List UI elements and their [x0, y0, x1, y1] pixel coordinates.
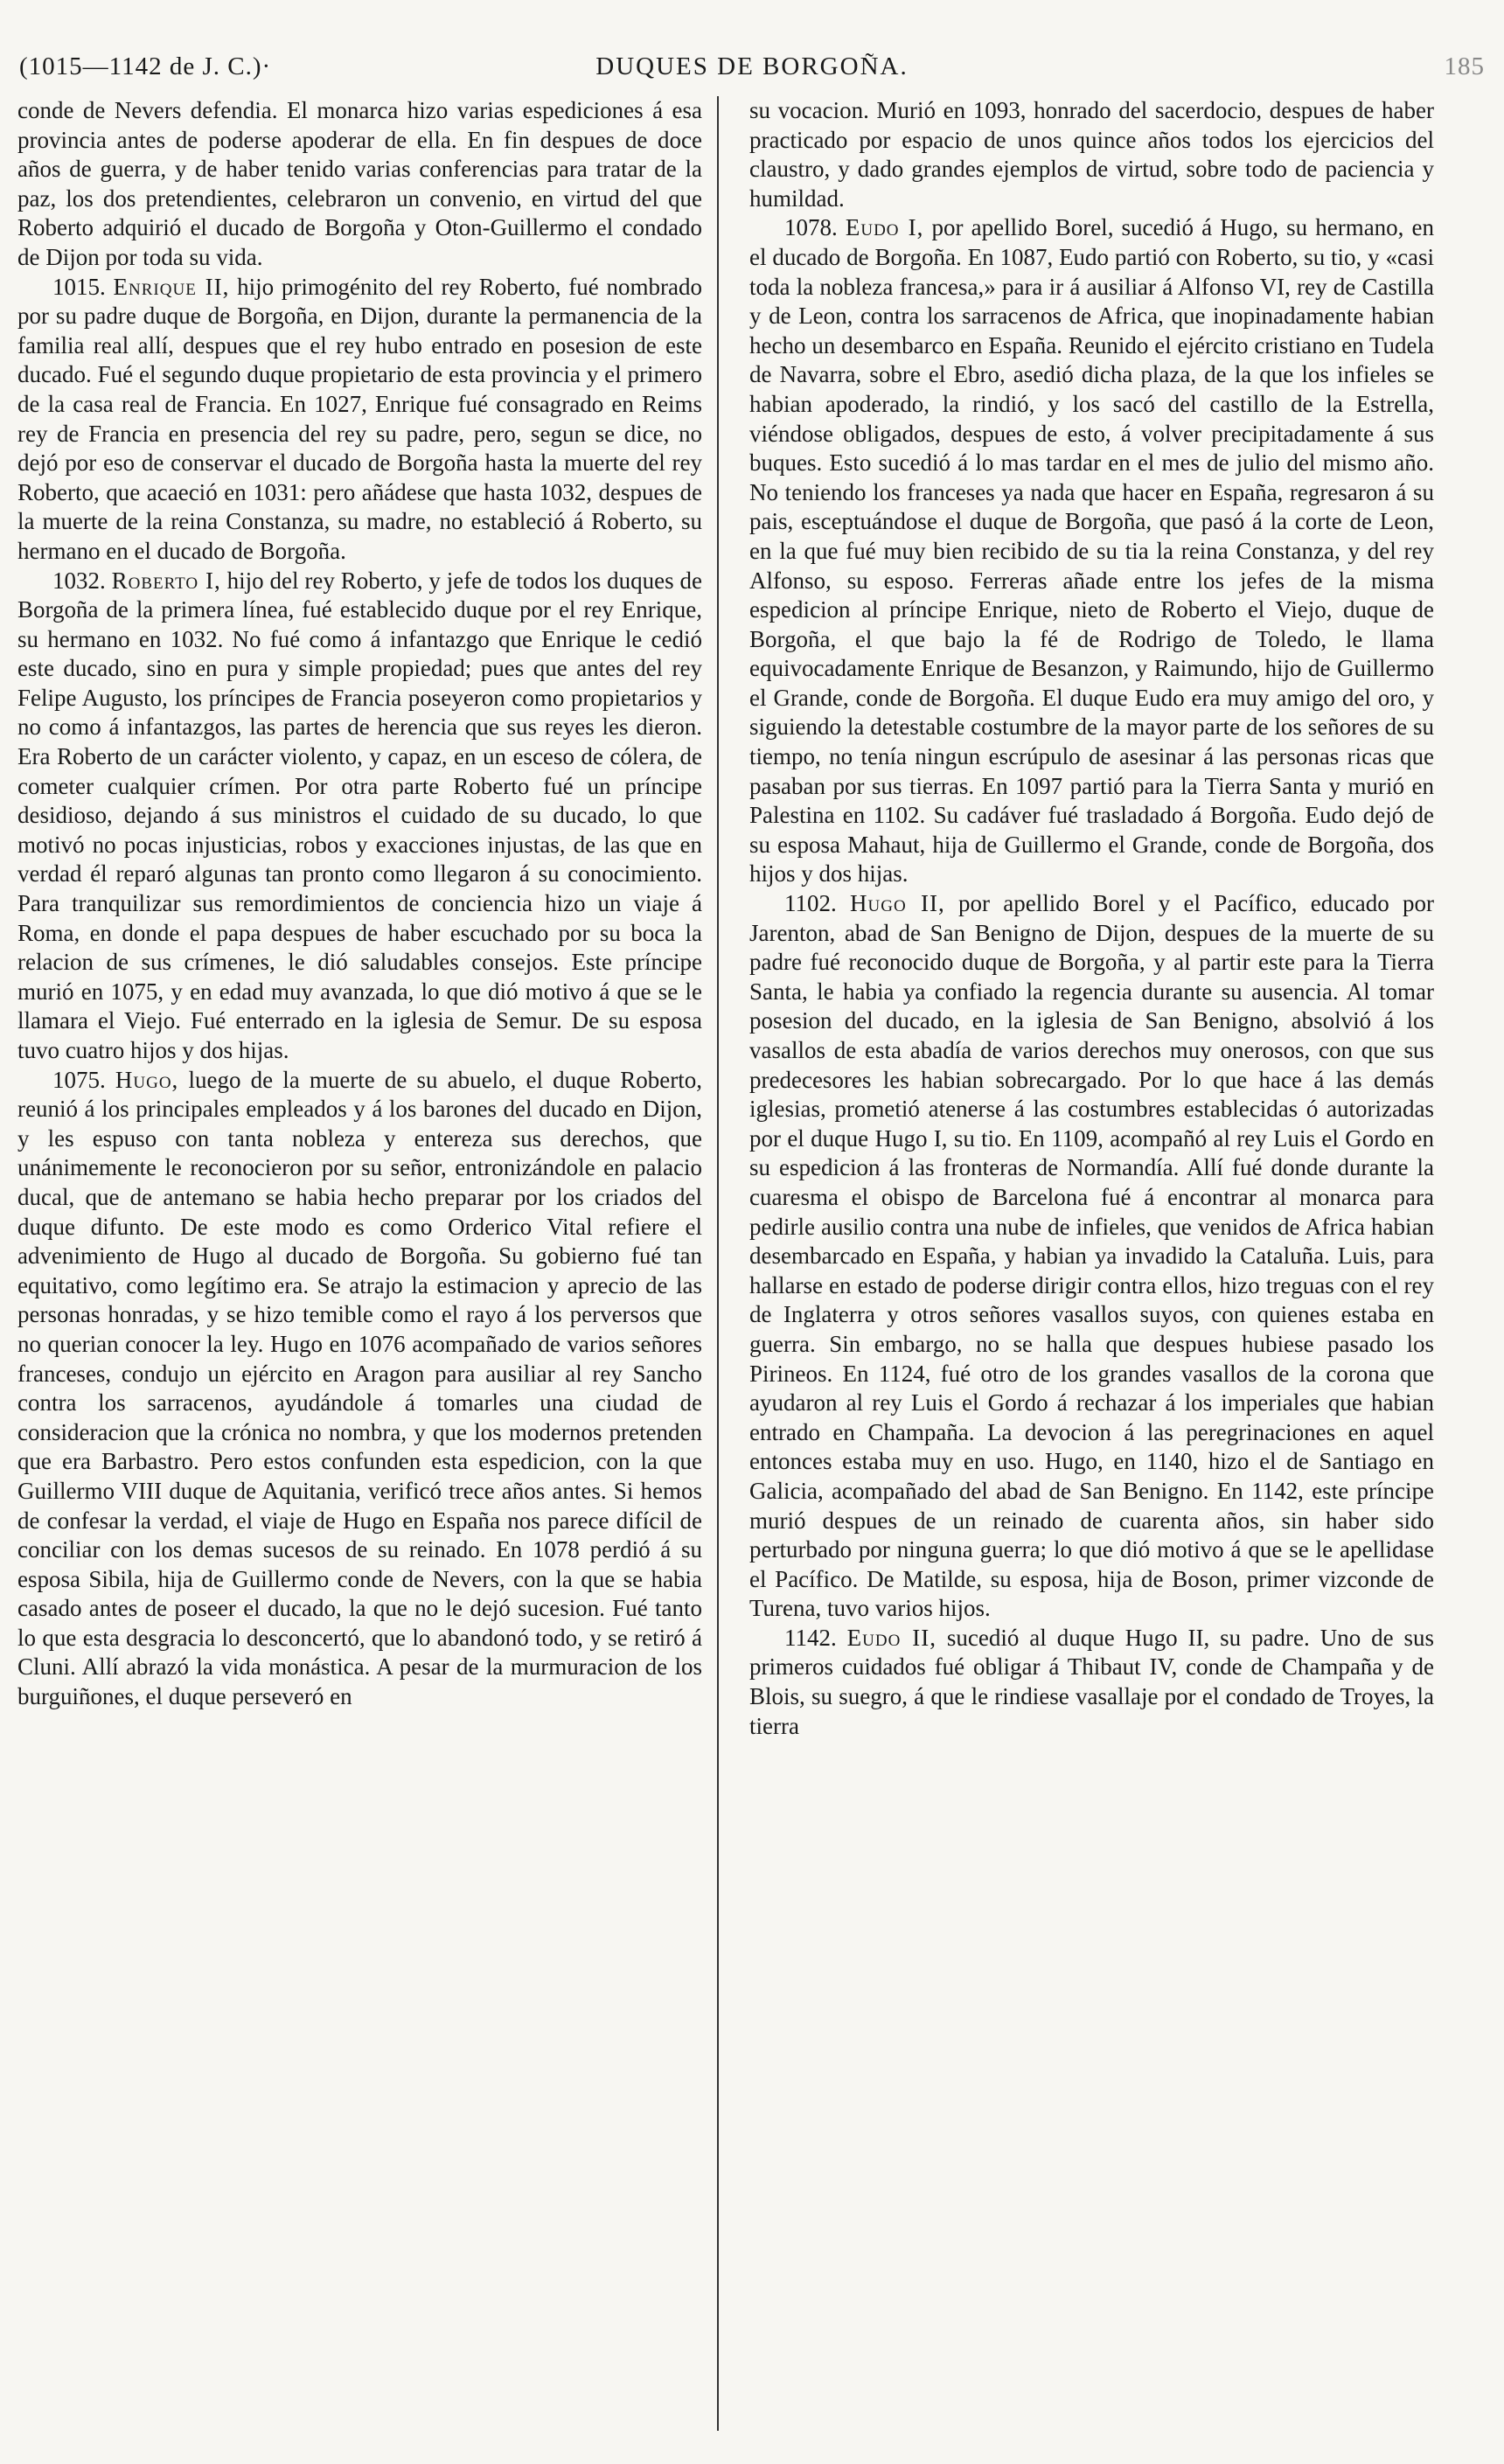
- paragraph: [17, 273, 702, 567]
- column-divider: [717, 96, 719, 2431]
- entry-year: 1015.: [52, 273, 106, 300]
- paragraph: [17, 1066, 702, 1712]
- paragraph: [17, 96, 702, 273]
- page-number: 185: [1444, 52, 1485, 80]
- paragraph-text: sucedió al duque Hugo II, su padre. Uno de sus primeros cuidados fué obligar á Thibaut IV, conde de Champaña y de Blois, su suegro, á que le rindiese vasallaje por el condado de Troyes, la tierra: [749, 1624, 1435, 1739]
- entry-name: Roberto I,: [111, 567, 221, 594]
- paragraph-text: por apellido Borel, sucedió á Hugo, su hermano, en el ducado de Borgoña. En 1087, Eudo partió con Roberto, su tio, y «casi toda la nobleza francesa,» para ir á ausiliar á Alfonso VI, rey de Castilla y de Leon, contra los sarracenos de Africa, que inopinadamente habian hecho un desembarco en España. Reunido el ejército cristiano en Tudela de Navarra, sobre el Ebro, asedió dicha plaza, de la que los infieles se habian apoderado, la rindió, y los sacó del castillo de la Estrella, viéndose obligados, despues de esto, á volver precipitadamente á sus buques. Esto sucedió á lo mas tardar en el mes de julio del mismo año. No teniendo los franceses ya nada que hacer en España, regresaron á su pais, esceptuándose el duque de Borgoña, que pasó á la corte de Leon, en la que fué muy bien recibido de su tia la reina Constanza, y del rey Alfonso, su esposo. Ferreras añade entre los jefes de la misma espedicion al príncipe Enrique, nieto de Roberto el Viejo, duque de Borgoña, el que bajo la fé de Rodrigo de Toledo, le llama equivocadamente Enrique de Besanzon, y Raimundo, hijo de Guillermo el Grande, conde de Borgoña. El duque Eudo era muy amigo del oro, y siguiendo la detestable costumbre de la mayor parte de los señores de su tiempo, no tenía ningun escrúpulo de asesinar á las personas ricas que pasaban por sus tierras. En 1097 partió para la Tierra Santa y murió en Palestina en 1102. Su cadáver fué trasladado á Borgoña. Eudo dejó de su esposa Mahaut, hija de Guillermo el Grande, conde de Borgoña, dos hijos y dos hijas.: [749, 214, 1435, 887]
- right-column: [749, 96, 1434, 1741]
- paragraph: [749, 96, 1434, 213]
- paragraph: [17, 567, 702, 1066]
- entry-name: Eudo II,: [846, 1624, 937, 1651]
- paragraph: [749, 1624, 1434, 1741]
- running-header: [19, 47, 1485, 91]
- entry-year: 1075.: [52, 1066, 106, 1093]
- paragraph-text: hijo del rey Roberto, y jefe de todos los duques de Borgoña de la primera línea, fué establecido duque por el rey Enrique, su hermano en 1032. No fué como á infantazgo que Enrique le cedió este ducado, sino en pura y simple propiedad; pues que antes del rey Felipe Augusto, los príncipes de Francia poseyeron como propietarios y no como á infantazgos, las partes de herencia que sus reyes les dieron. Era Roberto de un carácter violento, y capaz, en un esceso de cólera, de cometer cualquier crímen. Por otra parte Roberto fué un príncipe desidioso, dejando á sus ministros el cuidado de su ducado, lo que motivó no pocas injusticias, robos y exacciones injustas, de las que en verdad él reparó algunas tan pronto como llegaron á su conocimiento. Para tranquilizar sus remordimientos de conciencia hizo un viaje á Roma, en donde el papa despues de haber escuchado por su boca la relacion de sus crímenes, le dió saludables consejos. Este príncipe murió en 1075, y en edad muy avanzada, lo que dió motivo á que se le llamara el Viejo. Fué enterrado en la iglesia de Semur. De su esposa tuvo cuatro hijos y dos hijas.: [17, 567, 703, 1063]
- left-column: [17, 96, 702, 1712]
- paragraph-text: su vocacion. Murió en 1093, honrado del sacerdocio, despues de haber practicado por espacio de unos quince años todos los ejercicios del claustro, y dado grandes ejemplos de virtud, sobre todo de paciencia y humildad.: [749, 97, 1434, 212]
- header-date-range: (1015—1142 de J. C.)·: [19, 52, 272, 80]
- entry-year: 1102.: [784, 890, 837, 917]
- entry-name: Hugo II,: [850, 890, 945, 917]
- paragraph: [749, 213, 1434, 889]
- entry-year: 1142.: [784, 1624, 837, 1651]
- entry-name: Hugo,: [115, 1066, 179, 1093]
- paragraph-text: conde de Nevers defendia. El monarca hizo varias espediciones á esa provincia antes de poderse apoderar de ella. En fin despues de doce años de guerra, y de haber tenido varias conferencias para tratar de la paz, los dos pretendientes, celebraron un convenio, en virtud del que Roberto adquirió el ducado de Borgoña y Oton-Guillermo el condado de Dijon por toda su vida.: [17, 97, 702, 270]
- paragraph-text: luego de la muerte de su abuelo, el duque Roberto, reunió á los principales empleados y á los barones del ducado en Dijon, y les espuso con tanta nobleza y entereza sus derechos, que unánimemente le reconocieron por su señor, entronizándole en palacio ducal, que de antemano se habia hecho preparar por los criados del duque difunto. De este modo es como Orderico Vital refiere el advenimiento de Hugo al ducado de Borgoña. Su gobierno fué tan equitativo, como legítimo era. Se atrajo la estimacion y aprecio de las personas honradas, y se hizo temible como el rayo á los perversos que no querian conocer la ley. Hugo en 1076 acompañado de varios señores franceses, condujo un ejército en Aragon para ausiliar al rey Sancho contra los sarracenos, ayudándole á tomarles una ciudad de consideracion que la crónica no nombra, y que los modernos pretenden que era Barbastro. Pero estos confunden esta espedicion, con la que Guillermo VIII duque de Aquitania, verificó trece años antes. Si hemos de confesar la verdad, el viaje de Hugo en España nos parece difícil de conciliar con los demas sucesos de su reinado. En 1078 perdió á su esposa Sibila, hija de Guillermo conde de Nevers, con la que se habia casado antes de poseer el ducado, la que no le dejó sucesion. Fué tanto lo que esta desgracia lo desconcertó, que lo abandonó todo, y se retiró á Cluni. Allí abrazó la vida monástica. A pesar de la murmuracion de los burguiñones, el duque perseveró en: [17, 1066, 702, 1710]
- entry-name: Eudo I,: [845, 214, 924, 241]
- paragraph-text: hijo primogénito del rey Roberto, fué nombrado por su padre duque de Borgoña, en Dijon, durante la permanencia de la familia real allí, despues que el rey hubo entrado en posesion de este ducado. Fué el segundo duque propietario de esta provincia y el primero de la casa real de Francia. En 1027, Enrique fué consagrado en Reims rey de Francia en presencia del rey su padre, pero, segun se dice, no dejó por eso de conservar el ducado de Borgoña hasta la muerte del rey Roberto, que acaeció en 1031: pero añádese que hasta 1032, despues de la muerte de la reina Constanza, su madre, no estableció á Roberto, su hermano en el ducado de Borgoña.: [17, 273, 703, 564]
- entry-year: 1078.: [784, 214, 838, 241]
- header-title: DUQUES DE BORGOÑA.: [595, 52, 909, 80]
- paragraph-text: por apellido Borel y el Pacífico, educado por Jarenton, abad de San Benigno de Dijon, despues de la muerte de su padre fué reconocido duque de Borgoña, y al partir este para la Tierra Santa, le habia ya confiado la regencia durante su ausencia. Al tomar posesion del ducado, en la iglesia de San Benigno, absolvió á los vasallos de esta abadía de varios derechos muy onerosos, con que sus predecesores les habian sobrecargado. Por lo que hace á las demás iglesias, prometió atenerse á las costumbres establecidas ó autorizadas por el duque Hugo I, su tio. En 1109, acompañó al rey Luis el Gordo en su espedicion á las fronteras de Normandía. Allí fué donde durante la cuaresma el obispo de Barcelona fué á encontrar al monarca para pedirle ausilio contra una nube de infieles, que venidos de Africa habian desembarcado en España, y habian ya invadido la Cataluña. Luis, para hallarse en estado de poderse dirigir contra ellos, hizo treguas con el rey de Inglaterra y otros señores vasallos suyos, con quienes estaba en guerra. Sin embargo, no se halla que despues hubiese pasado los Pirineos. En 1124, fué otro de los grandes vasallos de la corona que ayudaron al rey Luis el Gordo á rechazar á los imperiales que habian entrado en Champaña. La devocion á las peregrinaciones en aquel entonces estaba muy en uso. Hugo, en 1140, hizo el de Santiago en Galicia, acompañado del abad de San Benigno. En 1142, este príncipe murió despues de un reinado de cuarenta años, sin haber sido perturbado por ninguna guerra; lo que dió motivo á que se le apellidase el Pacífico. De Matilde, su esposa, hija de Boson, primer vizconde de Turena, tuvo varios hijos.: [749, 890, 1434, 1622]
- entry-name: Enrique II,: [113, 273, 230, 300]
- paragraph: [749, 889, 1434, 1624]
- entry-year: 1032.: [52, 567, 106, 594]
